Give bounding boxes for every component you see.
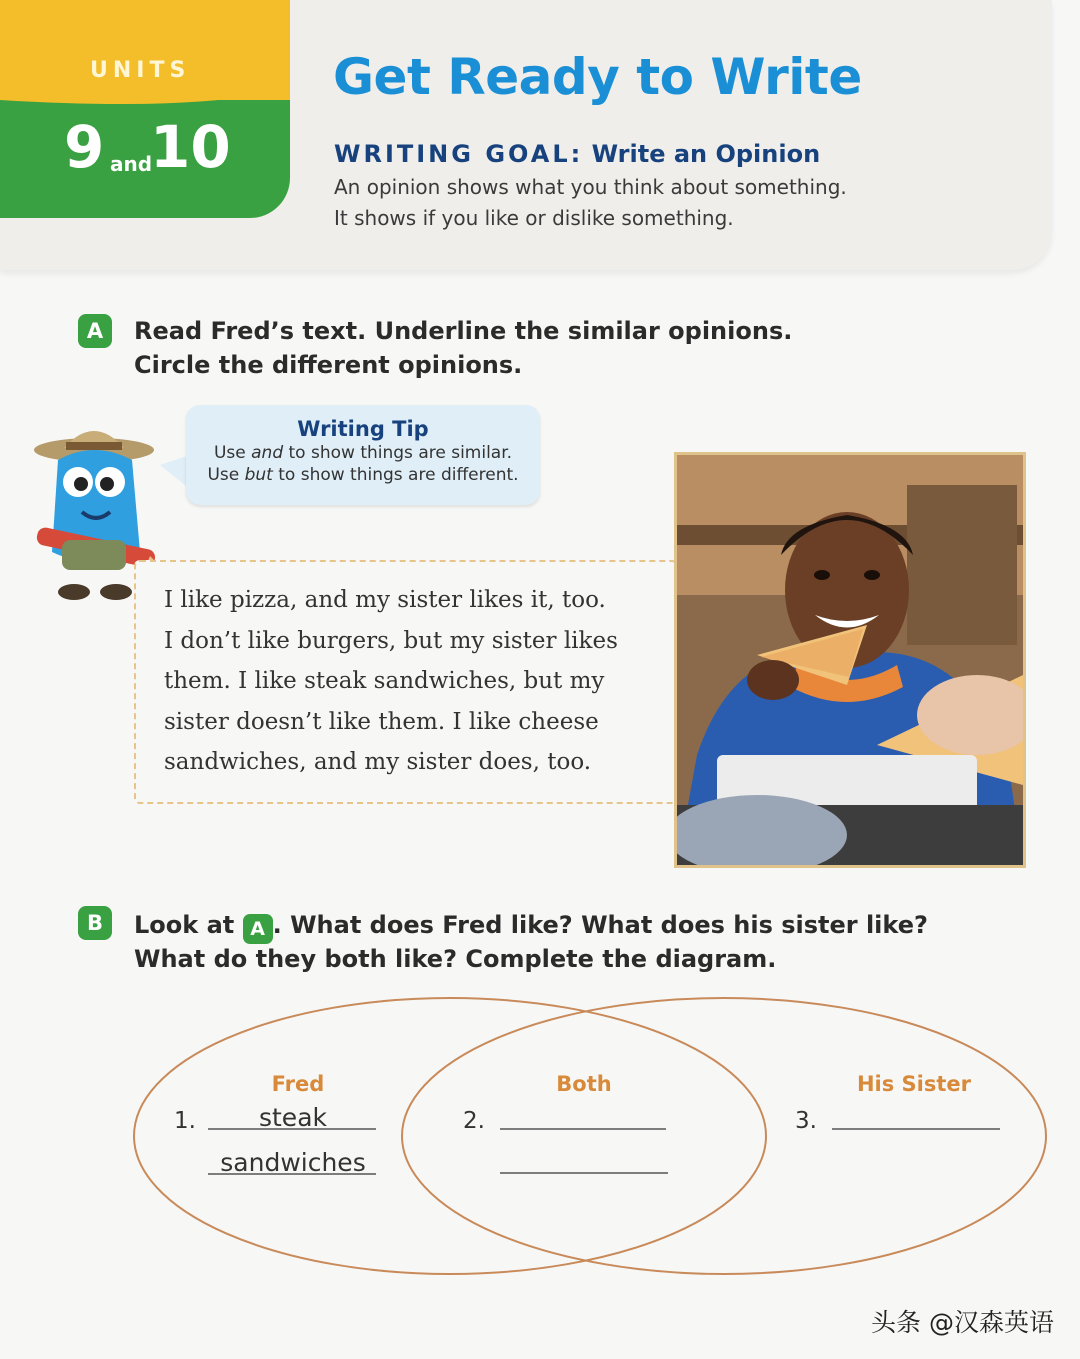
goal-description-2: It shows if you like or dislike something. (334, 206, 734, 230)
venn-number-1: 1. (174, 1108, 196, 1134)
venn-answer-1-line-1: steak (258, 1103, 328, 1132)
section-b-instruction-1: Look at A . What does Fred like? What does his sister like? (134, 908, 928, 944)
fred-text-line: sandwiches, and my sister does, too. (164, 749, 592, 775)
section-a-badge: A (78, 314, 112, 348)
unit-and: and (110, 152, 153, 176)
section-b-badge: B (78, 906, 112, 940)
fred-text-line: sister doesn’t like them. I like cheese (164, 708, 599, 735)
section-a-instruction-2: Circle the different opinions. (134, 351, 523, 379)
units-tab-curve (0, 0, 290, 218)
section-b-instruction-2: What do they both like? Complete the diagram. (134, 945, 777, 973)
venn-left-circle (134, 998, 766, 1274)
venn-right-circle (402, 998, 1046, 1274)
units-tab (0, 0, 290, 218)
section-a-instruction-1: Read Fred’s text. Underline the similar opinions. (134, 317, 793, 345)
page-title: Get Ready to Write (333, 48, 862, 106)
inline-a-badge: A (243, 914, 273, 944)
writing-goal (334, 140, 820, 168)
fred-text (164, 580, 634, 783)
fred-text-line: I don’t like burgers, but my sister likes (164, 627, 618, 654)
venn-label-his-sister: His Sister (856, 1072, 972, 1096)
writing-tip-title: Writing Tip (297, 417, 429, 441)
boy-eating-pizza-photo (674, 452, 1026, 868)
goal-description-1: An opinion shows what you think about something. (334, 175, 847, 199)
venn-label-fred: Fred (271, 1072, 325, 1096)
unit-number-b: 10 (150, 113, 231, 181)
fred-text-line: them. I like steak sandwiches, but my (164, 668, 605, 694)
watermark: 头条 @汉森英语 (871, 1308, 1054, 1337)
writing-tip-line-1: Use and to show things are similar. (213, 443, 513, 463)
venn-diagram (0, 990, 1080, 1290)
writing-goal-label: WRITING GOAL: (334, 140, 584, 168)
venn-number-3: 3. (795, 1108, 817, 1134)
venn-label-both: Both (556, 1072, 612, 1096)
writing-tip-bubble (186, 405, 540, 505)
unit-number-a: 9 (64, 113, 105, 181)
writing-tip-line-2: Use but to show things are different. (207, 465, 519, 485)
units-label: UNITS (90, 58, 191, 83)
writing-goal-text: Write an Opinion (591, 140, 821, 168)
venn-number-2: 2. (463, 1108, 485, 1134)
fred-text-line: I like pizza, and my sister likes it, too. (164, 587, 606, 613)
venn-answer-1-line-2: sandwiches (220, 1148, 366, 1177)
